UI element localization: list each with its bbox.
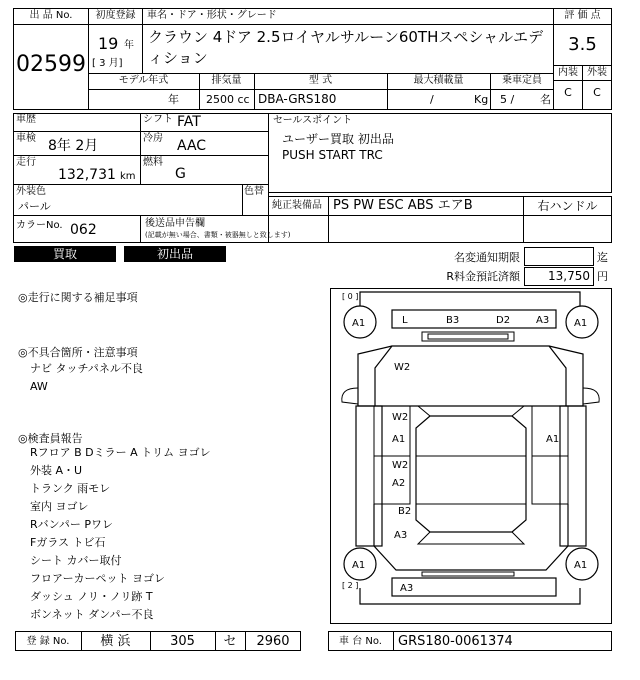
grade-label: 評 価 点 [564,10,601,21]
max-load-value: / [430,93,434,106]
grille-inner [428,334,508,339]
report-item: 室内 ヨゴレ [30,500,89,513]
report-item: ボンネット ダンパー不良 [30,608,154,621]
sales-point-line2: PUSH START TRC [282,148,383,162]
first-reg-year: 19 [98,34,119,53]
reg-class: 305 [170,634,195,649]
hood-outline [375,346,566,406]
blank-frame [268,215,612,243]
details-divider [140,215,141,243]
model-label: 型 式 [308,75,333,86]
exterior-value: C [593,86,601,99]
report-item: Fガラス トビ石 [30,536,106,549]
windshield [418,406,524,416]
mark-left-rear-door-a: A2 [392,478,406,489]
right-front-door [532,406,568,456]
fuel-value: G [175,166,186,182]
rear-bumper-bar [392,578,556,596]
details-hline [13,215,269,216]
fuel-label: 燃料 [143,157,163,168]
mark-left-fender: W2 [394,362,411,373]
notice-box [524,247,594,266]
mark-right-side: A1 [546,434,560,445]
mark-front-bar-d2: D2 [496,315,511,326]
details-divider [242,184,243,215]
details-hline [13,131,269,132]
report-item: ダッシュ ノリ・ノリ跡 T [30,590,153,603]
sales-point-line1: ユーザー買取 初出品 [282,132,394,146]
color-value: パール [18,200,51,213]
defects-title: ◎不具合箇所・注意事項 [18,346,138,359]
color-label: 外装色 [16,186,46,197]
right-mirror [583,388,599,404]
displacement-value: 2500 cc [206,93,250,106]
max-load-unit: Kg [474,93,489,106]
front-tag: [ 0 ] [342,292,359,301]
report-item: Rフロア B Dミラー A トリム ヨゴレ [30,446,211,459]
report-item: Rバンパー Pワレ [30,518,114,531]
sales-point-label: セールスポイント [273,115,353,126]
model-value: DBA-GRS180 [258,92,337,106]
plate-area [422,572,514,576]
blank-divider [523,215,524,243]
details-hline [13,184,269,185]
right-rear-door [532,456,568,504]
mark-left-quarter-b: B2 [398,506,412,517]
color-no-label: カラーNo. [16,220,63,231]
lot-number: 02599 [16,52,86,77]
shift-value: FAT [177,114,201,130]
recycle-label: R料金預託済額 [446,270,520,283]
chassis-label: 車 台 No. [339,636,382,647]
driving-notes-title: ◎走行に関する補足事項 [18,291,138,304]
left-side [356,406,382,546]
rear-window [418,532,524,544]
recycle-unit: 円 [597,270,608,283]
front-bumper-bar [392,310,556,328]
report-item: フロアーカーペット ヨゴレ [30,572,165,585]
model-year-label: モデル年式 [118,75,169,86]
model-year-value: 年 [168,93,179,106]
color-no-value: 062 [70,222,97,238]
mark-rear-right-wheel: A1 [574,560,588,571]
mark-rear-bar: A3 [400,583,414,594]
mark-front-right-wheel: A1 [574,318,588,329]
equip-label: 純正装備品 [272,200,322,211]
recolor-label: 色替 [244,186,264,197]
reg-area: 横 浜 [100,634,131,649]
capacity-label: 乗車定員 [502,75,542,86]
interior-value: C [564,86,572,99]
max-load-label: 最大積載量 [413,75,464,86]
purchase-badge: 買取 [14,246,116,262]
report-item: シート カバー取付 [30,554,122,567]
mark-front-bar-a3: A3 [536,315,550,326]
capacity-value: 5 / [500,93,515,106]
shift-label: シフト [143,114,173,125]
notice-label: 名変通知期限 [454,251,520,264]
front-bumper-bracket [360,292,580,306]
reg-kana: セ [223,634,237,649]
mark-front-left-wheel: A1 [352,318,366,329]
report-item: トランク 雨モレ [30,482,111,495]
right-side [560,406,586,546]
notice-unit: 迄 [597,251,608,264]
mark-front-bar-b3: B3 [446,315,460,326]
mileage-unit: km [120,171,136,182]
left-mirror [342,388,358,404]
aftermarket-note: (記載が無い場合、書類・被器無しと致します) [145,231,291,239]
mark-left-quarter-a: A3 [394,530,408,541]
ac-value: AAC [177,138,207,154]
interior-label: 内装 [558,67,578,78]
rear-tag: [ 2 ] [342,581,359,590]
aftermarket-label: 後送品申告欄 [145,218,205,229]
car-name-label: 車名・ドア・形状・グレード [147,10,277,21]
displacement-label: 排気量 [211,75,242,86]
chassis-divider [393,631,394,651]
roof [416,416,526,532]
history-label: 車歴 [16,114,36,125]
handle-value: 右ハンドル [537,199,598,213]
lot-label: 出 品 No. [29,10,73,21]
first-reg-label: 初度登録 [95,10,136,21]
car-name-line2: ィション [148,49,208,67]
recycle-value: 13,750 [548,269,590,283]
defect-item: ナビ タッチパネル不良 [30,362,143,375]
ac-label: 冷房 [143,133,163,144]
capacity-unit: 名 [540,93,551,106]
equip-value: PS PW ESC ABS エアB [333,198,473,213]
mileage-label: 走行 [16,157,36,168]
mark-left-rear-door-w: W2 [392,460,409,471]
blank-divider [328,215,329,243]
reg-label: 登 録 No. [26,636,70,647]
report-item: 外装 A・U [30,464,83,477]
mileage-value: 132,731 [58,167,116,183]
first-reg-month: [ 3 月] [92,58,123,69]
reg-number: 2960 [256,634,290,649]
exterior-label: 外装 [587,67,607,78]
defect-item: AW [30,380,48,393]
inspection-label: 車検 [16,133,36,144]
grille [422,332,514,341]
chassis-value: GRS180-0061374 [398,634,513,649]
details-divider [140,113,141,185]
mark-left-front-door-a: A1 [392,434,406,445]
mark-left-front-door-w: W2 [392,412,409,423]
car-name-line1: クラウン 4ドア 2.5ロイヤルサルーン60THスペシャルエデ [148,28,544,46]
mark-rear-left-wheel: A1 [352,560,366,571]
details-hline [13,155,269,156]
first-listing-badge: 初出品 [124,246,226,262]
grade-value: 3.5 [568,34,597,55]
damage-diagram [330,288,612,624]
inspector-title: ◎検査員報告 [18,432,83,445]
equip-divider [328,196,329,216]
inspection-value: 8年 2月 [48,138,99,154]
mark-front-bar-left: L [402,315,408,326]
first-reg-year-unit: 年 [124,40,134,51]
